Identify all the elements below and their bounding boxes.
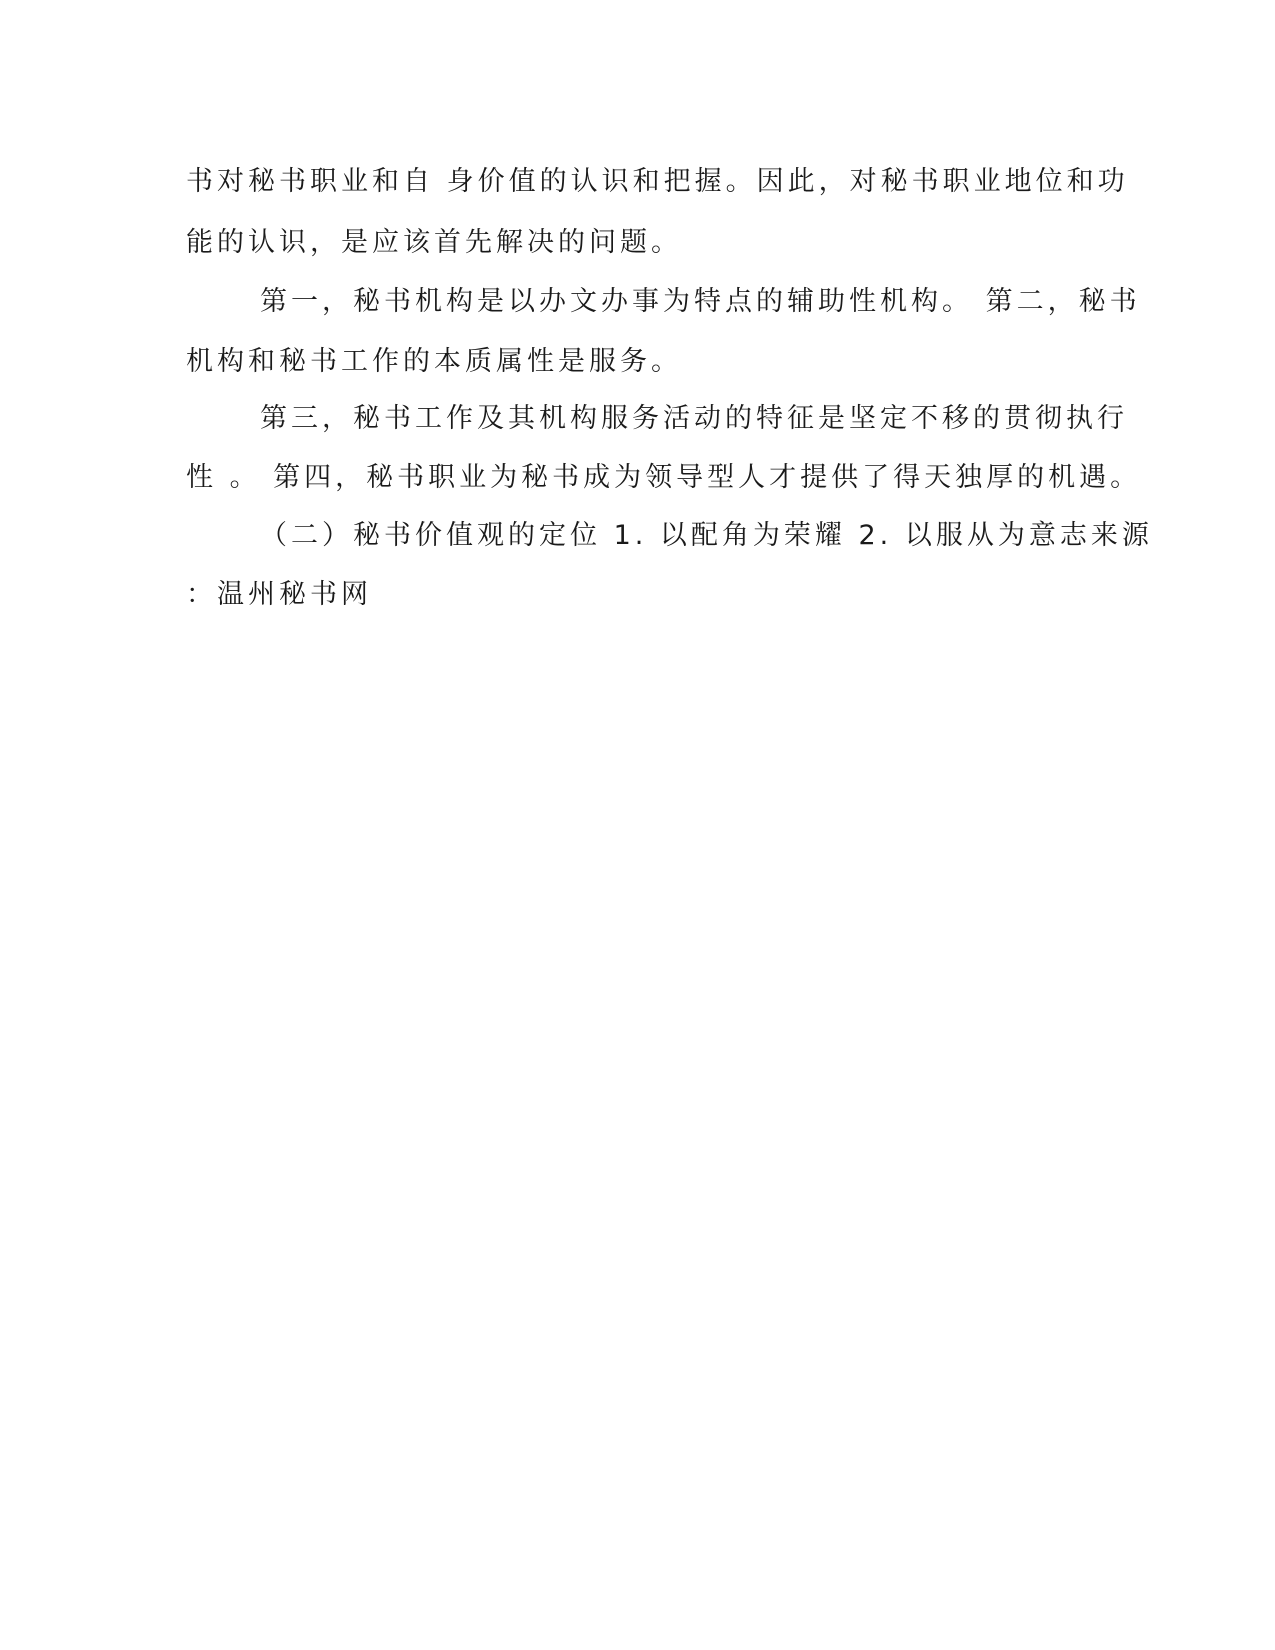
paragraph-line-1: 书对秘书职业和自 身价值的认识和把握。因此，对秘书职业地位和功 xyxy=(186,166,1129,197)
paragraph-line-8: ：温州秘书网 xyxy=(186,579,372,610)
paragraph-line-7: （二）秘书价值观的定位 1. 以配角为荣耀 2. 以服从为意志来源 xyxy=(260,520,1153,551)
paragraph-line-6: 性 。 第四，秘书职业为秘书成为领导型人才提供了得天独厚的机遇。 xyxy=(186,462,1142,493)
paragraph-line-3: 第一，秘书机构是以办文办事为特点的辅助性机构。 第二，秘书 xyxy=(260,286,1141,317)
paragraph-line-5: 第三，秘书工作及其机构服务活动的特征是坚定不移的贯彻执行 xyxy=(260,403,1128,434)
paragraph-line-4: 机构和秘书工作的本质属性是服务。 xyxy=(186,346,682,377)
paragraph-line-2: 能的认识，是应该首先解决的问题。 xyxy=(186,227,682,258)
